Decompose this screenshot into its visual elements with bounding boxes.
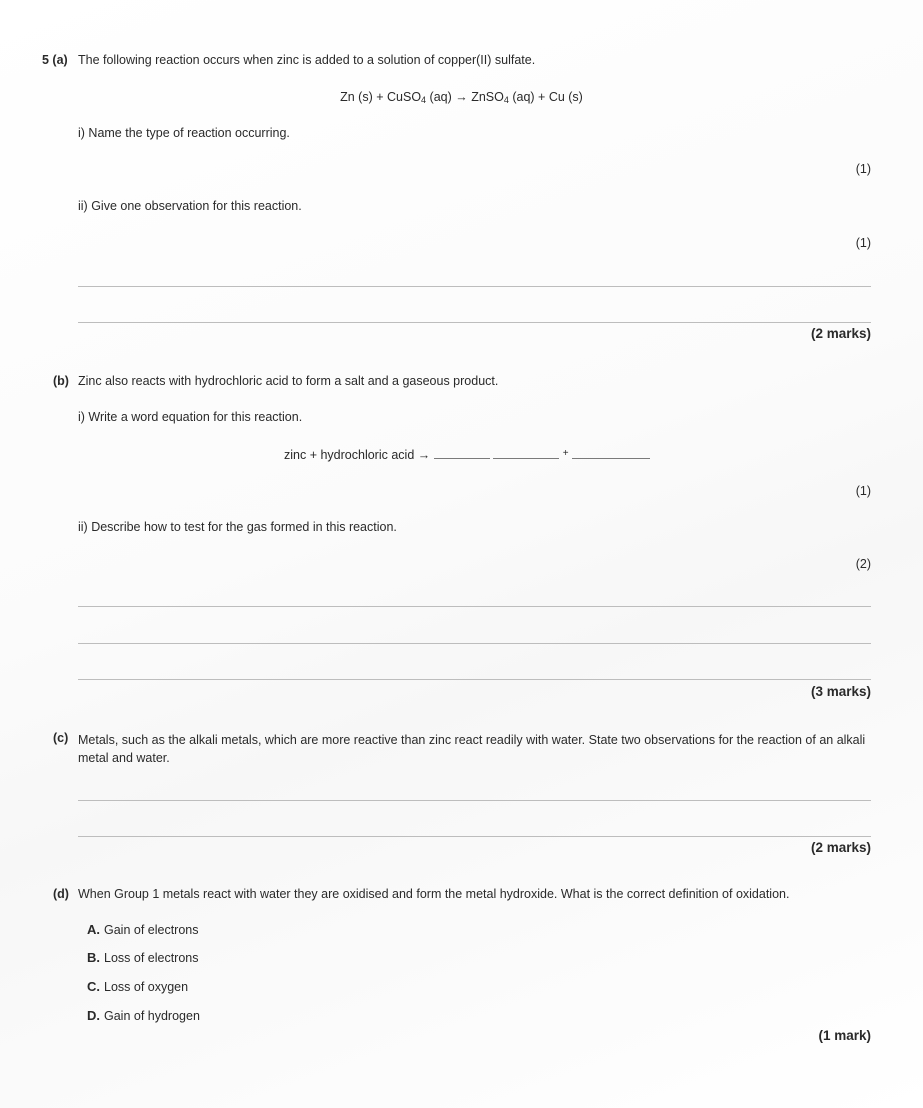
q5b-part-i: i) Write a word equation for this reaction.: [78, 410, 303, 424]
option-c[interactable]: [87, 979, 188, 994]
option-text: Loss of electrons: [104, 951, 199, 965]
option-text: Loss of oxygen: [104, 980, 189, 994]
answer-line[interactable]: [78, 606, 871, 607]
equation-part-1: Zn (s) + CuSO: [340, 90, 422, 104]
word-equation-left: zinc + hydrochloric acid →: [284, 448, 431, 462]
question-number-5a: 5 (a): [42, 53, 68, 67]
option-d[interactable]: [87, 1008, 200, 1023]
question-label-d: (d): [53, 887, 69, 901]
q5a-part-ii-mark: (1): [855, 236, 871, 250]
option-text: Gain of electrons: [104, 923, 199, 937]
q5a-part-i-mark: (1): [855, 162, 871, 176]
option-letter: C.: [87, 979, 100, 994]
q5c-total-marks: (2 marks): [810, 840, 871, 855]
q5b-part-ii-mark: (2): [855, 557, 871, 571]
q5b-stem: Zinc also reacts with hydrochloric acid to form a salt and a gaseous product.: [78, 374, 499, 388]
answer-line[interactable]: [78, 679, 871, 680]
q5d-stem: When Group 1 metals react with water they are oxidised and form the metal hydroxide. What is the correct definition of oxidation.: [78, 887, 790, 901]
q5c-stem: Metals, such as the alkali metals, which are more reactive than zinc react readily with water. State two observations for the reaction of an alkali metal and water.: [78, 733, 866, 765]
option-text: Gain of hydrogen: [104, 1009, 200, 1023]
answer-line[interactable]: [78, 643, 871, 644]
answer-line[interactable]: [78, 322, 871, 323]
q5a-part-i: i) Name the type of reaction occurring.: [78, 126, 290, 140]
q5a-part-ii: ii) Give one observation for this reaction.: [78, 199, 302, 213]
option-letter: A.: [87, 922, 100, 937]
option-a[interactable]: [87, 922, 199, 937]
option-b[interactable]: [87, 950, 199, 965]
q5d-total-marks: (1 mark): [818, 1028, 871, 1043]
answer-line[interactable]: [78, 836, 871, 837]
word-equation-blank-3[interactable]: [572, 447, 650, 459]
q5b-total-marks: (3 marks): [810, 684, 871, 699]
option-letter: D.: [87, 1008, 100, 1023]
word-equation-plus: +: [562, 448, 569, 459]
equation-subscript-1: 4: [421, 95, 427, 105]
equation-subscript-2: 4: [503, 95, 509, 105]
word-equation: [284, 447, 650, 462]
q5b-part-ii: ii) Describe how to test for the gas formed in this reaction.: [78, 520, 397, 534]
q5a-stem: The following reaction occurs when zinc is added to a solution of copper(II) sulfate.: [78, 53, 536, 67]
question-label-b: (b): [53, 374, 69, 388]
chemical-equation: [0, 90, 923, 104]
equation-part-2: (aq) → ZnSO: [426, 90, 504, 104]
option-letter: B.: [87, 950, 100, 965]
q5b-part-i-mark: (1): [855, 484, 871, 498]
answer-line[interactable]: [78, 800, 871, 801]
answer-line[interactable]: [78, 286, 871, 287]
question-label-c: (c): [53, 731, 69, 745]
equation-part-3: (aq) + Cu (s): [508, 90, 583, 104]
q5a-total-marks: (2 marks): [810, 326, 871, 341]
word-equation-blank-1[interactable]: [434, 447, 490, 459]
word-equation-blank-2[interactable]: [493, 447, 559, 459]
